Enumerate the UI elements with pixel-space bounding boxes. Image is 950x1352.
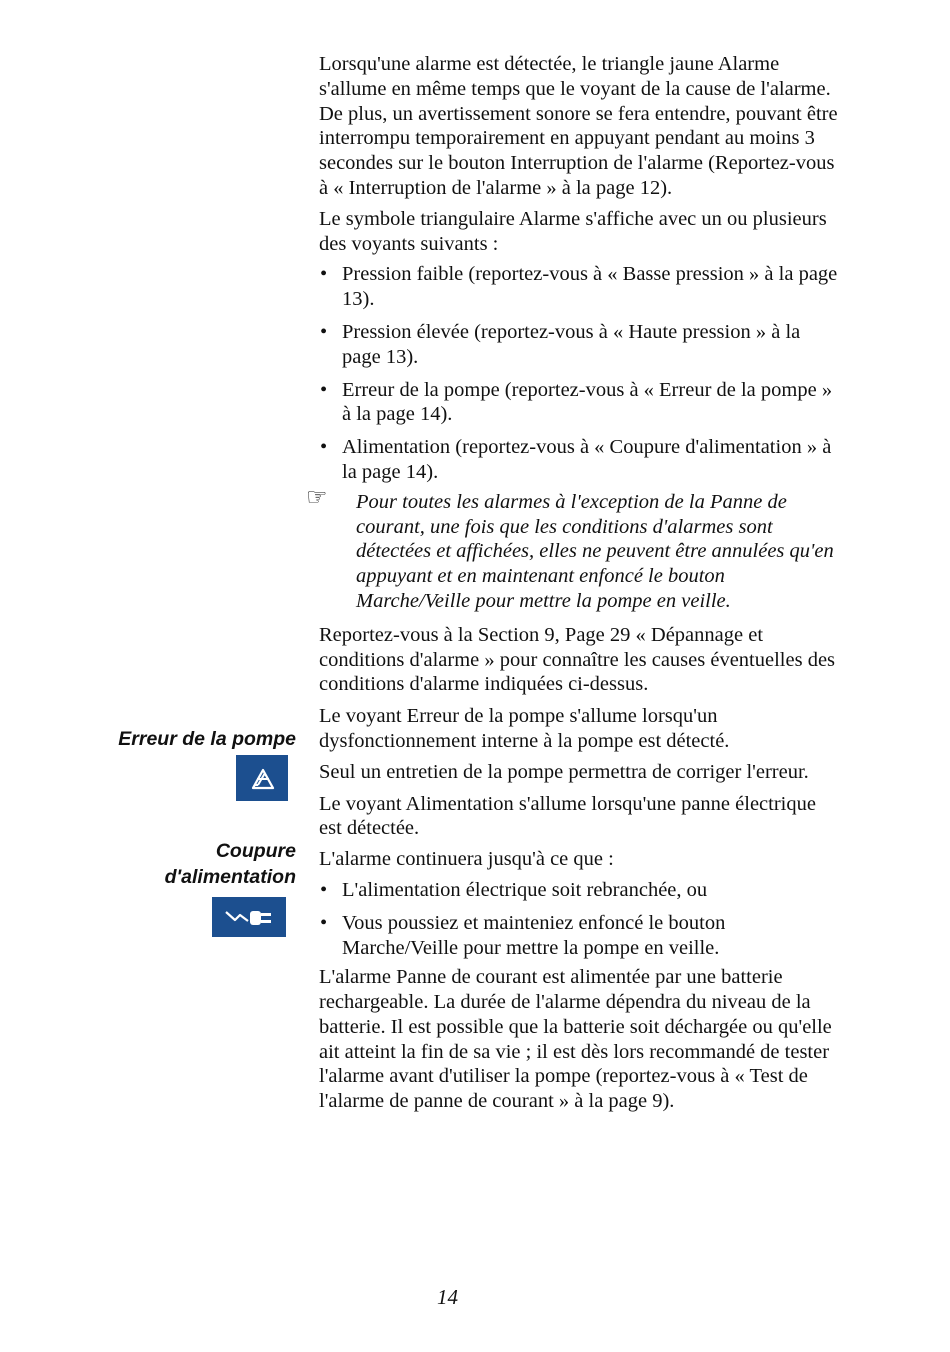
list-item: • Pression élevée (reportez-vous à « Haute pression » à la page 13). (320, 320, 801, 368)
pump-error-heading: Erreur de la pompe (118, 728, 296, 750)
list-item: • Pression faible (reportez-vous à « Basse pression » à la page 13). (320, 263, 838, 311)
battery-paragraph: L'alarme Panne de courant est alimentée par une batterie rechargeable. La durée de l'alarme dépendra du niveau de la batterie. Il est possible que la batterie soit déchargée ou qu'elle ait atteint la fin de sa vie ; il est dès lors recommandé de tester l'alarme avant d'utiliser la pompe (reportez-vous à « Test de l'alarme de panne de courant » à la page 9). (319, 966, 832, 1113)
power-plug-icon (212, 897, 286, 937)
power-cut-heading (165, 838, 296, 890)
pump-error-icon (236, 755, 288, 801)
note-block (306, 484, 839, 614)
list-item: • Alimentation (reportez-vous à « Coupure d'alimentation » à la page 14). (320, 436, 832, 483)
power-cut-paragraph: Le voyant Alimentation s'allume lorsqu'une panne électrique est détectée. (319, 792, 816, 840)
bullet: • (320, 378, 328, 401)
power-cut-heading-line2: d'alimentation (164, 866, 296, 888)
page-number: 14 (437, 1285, 458, 1309)
list-item: • L'alimentation électrique soit rebranchée, ou (320, 878, 708, 901)
list-item: • Vous poussiez et mainteniez enfoncé le bouton Marche/Veille pour mettre la pompe en veille. (320, 911, 726, 959)
alarm-continues-paragraph: L'alarme continuera jusqu'à ce que : (319, 848, 614, 871)
list-item: • Erreur de la pompe (reportez-vous à « Erreur de la pompe » à la page 14). (320, 378, 833, 426)
bullet: • (320, 436, 328, 459)
alarm-symbol-paragraph: Le symbole triangulaire Alarme s'affiche avec un ou plusieurs des voyants suivants : (319, 207, 827, 255)
bullet: • (320, 320, 328, 343)
troubleshooting-reference: Reportez-vous à la Section 9, Page 29 « Dépannage et conditions d'alarme » pour connaître les causes éventuelles des conditions d'alarme indiquées ci-dessus. (319, 623, 836, 696)
intro-paragraph: Lorsqu'une alarme est détectée, le triangle jaune Alarme s'allume en même temps que le voyant de la cause de l'alarme. De plus, un avertissement sonore se fera entendre, pouvant être interrompu temporairement en appuyant pendant au moins 3 secondes sur le bouton Interruption de l'alarme (Reportez-vous à « Interruption de l'alarme » à la page 12). (319, 53, 838, 199)
main-text-column (306, 52, 839, 1114)
power-cut-heading-line1: Coupure (215, 840, 296, 862)
bullet: • (320, 878, 328, 901)
bullet: • (320, 911, 328, 934)
note-text: Pour toutes les alarmes à l'exception de la Panne de courant, une fois que les conditions d'alarmes sont détectées et affichées, elles ne peuvent être annulées qu'en appuyant et en maintenant enfoncé le bouton Marche/Veille pour mettre la pompe en veille. (356, 490, 834, 612)
pump-error-paragraph: Le voyant Erreur de la pompe s'allume lorsqu'un dysfonctionnement interne à la pompe est détecté. (319, 705, 730, 752)
bullet: • (320, 263, 328, 286)
pump-error-service-paragraph: Seul un entretien de la pompe permettra de corriger l'erreur. (319, 760, 809, 783)
power-cut-condition-list (319, 878, 839, 960)
alarm-indicator-list (319, 262, 839, 484)
pointing-hand-icon: ☞ (306, 484, 328, 511)
